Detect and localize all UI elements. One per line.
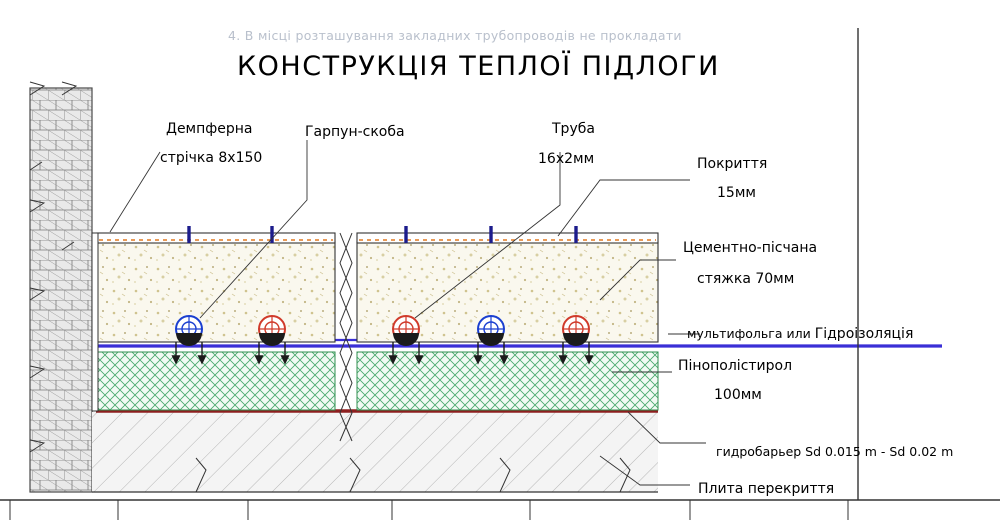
label-slab: Плита перекриття (698, 481, 835, 497)
label-screed-line1: Цементно-пісчана (683, 240, 818, 256)
label-pipe-line1: Труба (552, 121, 595, 137)
label-hydroisolation: Гідроізоляція (814, 326, 914, 342)
label-damper-tape-line2: стрічка 8х150 (160, 150, 263, 166)
label-waterproofing (687, 326, 913, 344)
label-multifoil-prefix: мультифольга или (687, 326, 815, 341)
label-pipe-line2: 16х2мм (538, 151, 595, 167)
label-covering-line2: 15мм (717, 185, 756, 201)
faded-top-note: 4. В місці розташування закладних трубопроводів не прокладати (228, 28, 682, 43)
drawing-title: КОНСТРУКЦІЯ ТЕПЛОЇ ПІДЛОГИ (237, 51, 720, 82)
label-harpoon-clip: Гарпун-скоба (305, 124, 405, 140)
label-hydrobarrier: гидробарьер Sd 0.015 m - Sd 0.02 m (716, 444, 954, 459)
label-insulation-line2: 100мм (714, 387, 762, 403)
label-covering-line1: Покриття (697, 156, 768, 172)
label-damper-tape-line1: Демпферна (166, 121, 253, 137)
label-insulation-line1: Пінополістирол (678, 358, 793, 374)
label-screed-line2: стяжка 70мм (697, 271, 795, 287)
